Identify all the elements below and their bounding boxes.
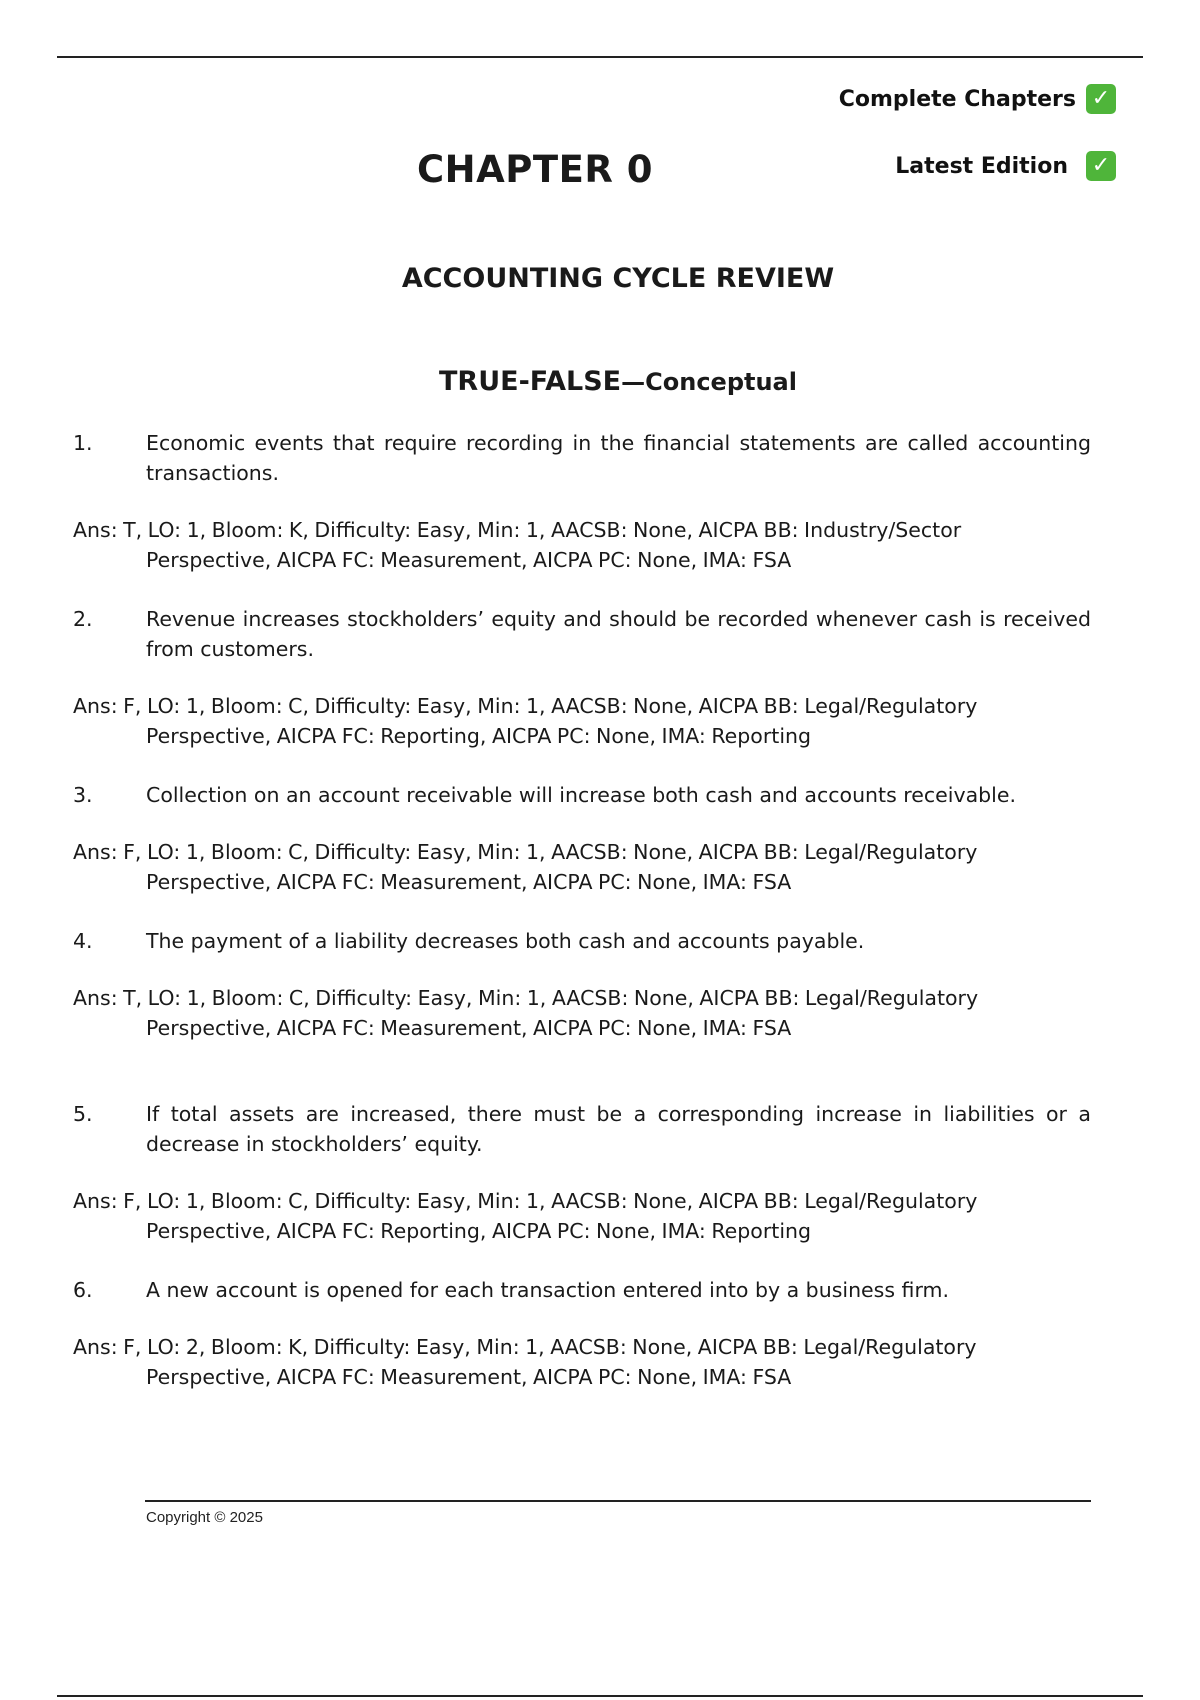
question-text: Revenue increases stockholders’ equity and should be recorded whenever cash is received from customers. [146, 607, 1091, 661]
answer-key: Ans: F, LO: 2, Bloom: K, Difficulty: Easy, Min: 1, AACSB: None, AICPA BB: Legal/Regulatory Perspective, AICPA FC: Measurement, AICPA PC: None, IMA: FSA [73, 1335, 977, 1389]
answer-key: Ans: F, LO: 1, Bloom: C, Difficulty: Easy, Min: 1, AACSB: None, AICPA BB: Legal/Regulatory Perspective, AICPA FC: Reporting, AICPA PC: None, IMA: Reporting [73, 694, 978, 748]
latest-edition-label: Latest Edition [895, 153, 1068, 179]
section-heading [0, 366, 1200, 397]
question-number: 6. [73, 1278, 93, 1302]
question-item [73, 428, 1091, 488]
copyright-notice: Copyright © 2025 [146, 1509, 263, 1526]
question-number: 3. [73, 783, 93, 807]
question-text: Economic events that require recording in the financial statements are called accounting transactions. [146, 431, 1091, 485]
top-divider [57, 56, 1143, 58]
question-item [73, 604, 1091, 664]
answer-key: Ans: F, LO: 1, Bloom: C, Difficulty: Easy, Min: 1, AACSB: None, AICPA BB: Legal/Regulatory Perspective, AICPA FC: Measurement, AICPA PC: None, IMA: FSA [73, 840, 978, 894]
section-heading-sub: —Conceptual [621, 368, 797, 396]
complete-chapters-label: Complete Chapters [838, 86, 1076, 112]
question-number: 5. [73, 1102, 93, 1126]
complete-chapters-badge [839, 84, 1116, 114]
question-text: A new account is opened for each transaction entered into by a business firm. [146, 1278, 950, 1302]
section-heading-main: TRUE-FALSE [439, 366, 622, 397]
footer-divider [145, 1500, 1091, 1502]
question-text: Collection on an account receivable will increase both cash and accounts receivable. [146, 783, 1016, 807]
question-item [73, 926, 1091, 956]
bottom-divider [57, 1695, 1143, 1697]
question-text: If total assets are increased, there must be a corresponding increase in liabilities or a decrease in stockholders’ equity. [146, 1102, 1091, 1156]
question-number: 1. [73, 431, 93, 455]
question-number: 4. [73, 929, 93, 953]
chapter-title: CHAPTER 0 [416, 148, 653, 191]
answer-key: Ans: T, LO: 1, Bloom: C, Difficulty: Easy, Min: 1, AACSB: None, AICPA BB: Legal/Regulatory Perspective, AICPA FC: Measurement, AICPA PC: None, IMA: FSA [73, 986, 979, 1040]
question-list [73, 428, 1091, 1421]
question-item [73, 780, 1091, 810]
question-item [73, 1099, 1091, 1159]
answer-key: Ans: T, LO: 1, Bloom: K, Difficulty: Easy, Min: 1, AACSB: None, AICPA BB: Industry/Sector Perspective, AICPA FC: Measurement, AICPA PC: None, IMA: FSA [73, 518, 962, 572]
check-mark-icon: ✓ [1086, 151, 1116, 181]
check-mark-icon: ✓ [1086, 84, 1116, 114]
question-number: 2. [73, 607, 93, 631]
question-item [73, 1275, 1091, 1305]
question-text: The payment of a liability decreases both cash and accounts payable. [146, 929, 865, 953]
answer-key: Ans: F, LO: 1, Bloom: C, Difficulty: Easy, Min: 1, AACSB: None, AICPA BB: Legal/Regulatory Perspective, AICPA FC: Reporting, AICPA PC: None, IMA: Reporting [73, 1189, 978, 1243]
chapter-subtitle: ACCOUNTING CYCLE REVIEW [401, 263, 835, 294]
